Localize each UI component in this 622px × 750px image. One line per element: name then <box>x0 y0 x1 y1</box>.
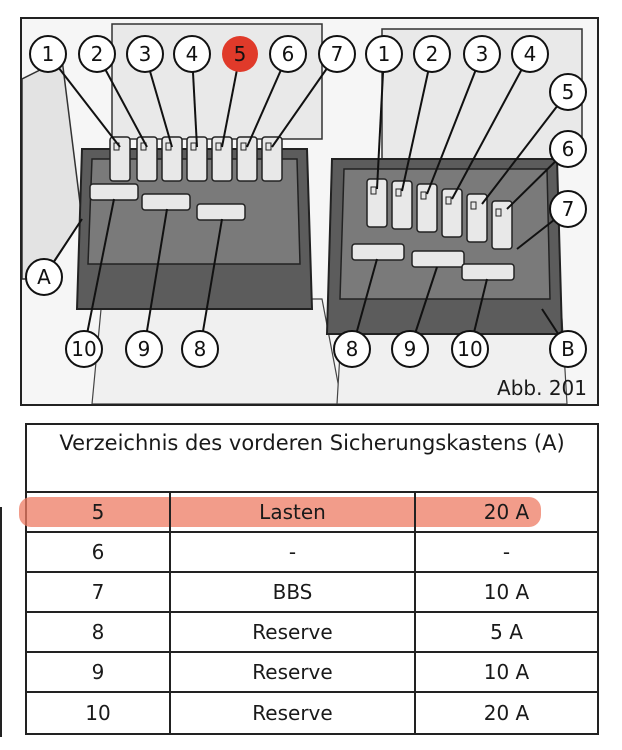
fuse-table <box>25 423 599 735</box>
callout-left-3-label: 3 <box>138 42 152 66</box>
fuse-a-1 <box>110 137 130 181</box>
callout-right-10-label: 10 <box>457 337 483 361</box>
maxi-fuse-a-1 <box>90 184 138 200</box>
figure-caption: Abb. 201 <box>497 376 587 400</box>
callout-box-b-label: B <box>561 337 575 361</box>
fuse-name-cell: Reserve <box>171 693 416 733</box>
callout-left-9-label: 9 <box>137 337 151 361</box>
table-title: Verzeichnis des vorderen Sicherungskastens (A) <box>27 425 597 493</box>
fuse-name-cell: Reserve <box>171 613 416 651</box>
fuse-number-cell: 10 <box>27 693 171 733</box>
maxi-fuse-b-3 <box>462 264 514 280</box>
fuse-name-cell: BBS <box>171 573 416 611</box>
maxi-fuse-a-2 <box>142 194 190 210</box>
fuse-number-cell: 8 <box>27 613 171 651</box>
fuse-number-cell: 9 <box>27 653 171 691</box>
callout-left-5-label: 5 <box>233 42 247 66</box>
fuse-a-7 <box>262 137 282 181</box>
callout-box-a-label: A <box>37 265 51 289</box>
fuse-amperage-cell: 10 A <box>483 580 530 604</box>
fuse-b-3 <box>417 184 437 232</box>
callout-left-10-label: 10 <box>71 337 97 361</box>
callout-right-4-label: 4 <box>523 42 537 66</box>
fuse-amperage-cell: 20 A <box>483 701 530 725</box>
callout-right-7-label: 7 <box>561 197 575 221</box>
callout-right-5-label: 5 <box>561 80 575 104</box>
page-edge-line <box>0 507 2 737</box>
fuse-amperage-cell: 20 A <box>483 500 530 524</box>
maxi-fuse-b-1 <box>352 244 404 260</box>
callout-left-4-label: 4 <box>185 42 199 66</box>
fuse-number-cell: 5 <box>27 493 171 531</box>
fuse-name-cell: - <box>171 533 416 571</box>
fuse-number-cell: 7 <box>27 573 171 611</box>
callout-left-1-label: 1 <box>41 42 55 66</box>
callout-right-1-label: 1 <box>377 42 391 66</box>
fuse-name-cell: Reserve <box>171 653 416 691</box>
callout-right-8-label: 8 <box>345 337 359 361</box>
callout-right-6-label: 6 <box>561 137 575 161</box>
fuse-a-6 <box>237 137 257 181</box>
fuse-box-drawing <box>22 19 597 404</box>
callout-left-6-label: 6 <box>281 42 295 66</box>
maxi-fuse-a-3 <box>197 204 245 220</box>
fuse-name-cell: Lasten <box>171 493 416 531</box>
table-row <box>27 493 597 533</box>
fuse-b-4 <box>442 189 462 237</box>
table-row <box>27 693 597 733</box>
callout-right-2-label: 2 <box>425 42 439 66</box>
callout-right-9-label: 9 <box>403 337 417 361</box>
fuse-amperage-cell: 5 A <box>490 620 523 644</box>
table-body <box>27 493 597 733</box>
fuse-a-2 <box>137 137 157 181</box>
callout-left-2-label: 2 <box>90 42 104 66</box>
table-row <box>27 533 597 573</box>
fuse-number-cell: 6 <box>27 533 171 571</box>
callout-left-7-label: 7 <box>330 42 344 66</box>
maxi-fuse-b-2 <box>412 251 464 267</box>
fuse-amperage-cell: - <box>502 540 511 564</box>
table-row <box>27 613 597 653</box>
table-row <box>27 573 597 613</box>
callout-left-8-label: 8 <box>193 337 207 361</box>
fuse-amperage-cell: 10 A <box>483 660 530 684</box>
fuse-box-illustration <box>20 17 599 406</box>
table-row <box>27 653 597 693</box>
callout-right-3-label: 3 <box>475 42 489 66</box>
